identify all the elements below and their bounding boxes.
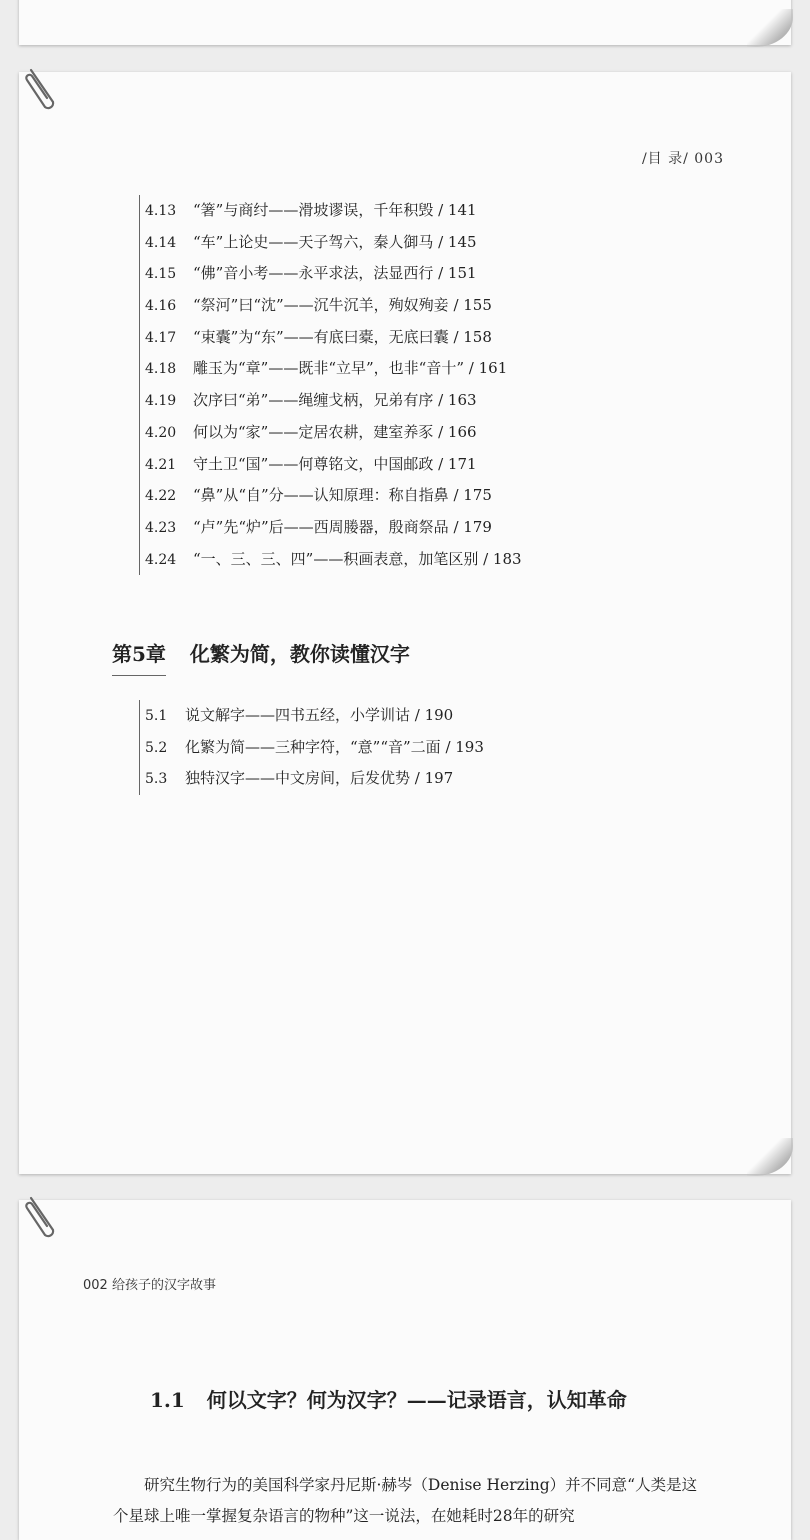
toc-page-card <box>19 72 791 1174</box>
toc-item[interactable] <box>139 322 522 354</box>
toc-item[interactable] <box>139 544 522 576</box>
toc-item-text: “箸”与商纣——滑坡谬误，千年积毁 / 141 <box>193 201 477 219</box>
toc-item-text: 雕玉为“章”——既非“立早”，也非“音十” / 161 <box>193 359 508 378</box>
text-page-card <box>19 1200 791 1540</box>
toc-item[interactable] <box>139 732 484 764</box>
toc-item-text: “鼻”从“自”分——认知原理：称自指鼻 / 175 <box>193 486 492 505</box>
toc-item-text: “祭河”曰“沈”——沉牛沉羊，殉奴殉妾 / 155 <box>193 296 492 315</box>
toc-item-text: 化繁为简——三种字符，“意”“音”二面 / 193 <box>185 737 484 756</box>
toc-item-number: 4.16 <box>145 298 177 315</box>
toc-item[interactable] <box>139 258 522 290</box>
toc-item-number: 4.21 <box>145 456 177 473</box>
toc-item-number: 4.15 <box>145 266 177 283</box>
page-curl-icon <box>747 1138 793 1176</box>
page-header: 002 给孩子的汉字故事 <box>83 1278 216 1293</box>
toc-item-number: 4.22 <box>145 488 177 505</box>
chapter-heading[interactable] <box>112 638 410 676</box>
section-heading <box>150 1384 627 1413</box>
toc-item[interactable] <box>139 480 522 512</box>
toc-list-chapter4 <box>139 195 522 575</box>
toc-item[interactable] <box>139 353 522 385</box>
toc-item-number: 4.13 <box>145 203 177 219</box>
toc-item-text: 何以为“家”——定居农耕，建室养豕 / 166 <box>193 422 477 441</box>
toc-list-chapter5 <box>139 700 484 795</box>
toc-item-number: 4.19 <box>145 393 177 410</box>
toc-item-text: 独特汉字——中文房间，后发优势 / 197 <box>185 769 454 788</box>
toc-item-number: 4.14 <box>145 234 177 251</box>
toc-item-text: “车”上论史——天子驾六，秦人御马 / 145 <box>193 232 477 251</box>
toc-item-text: 说文解字——四书五经，小学训诂 / 190 <box>185 706 454 724</box>
page-card-top <box>19 0 791 45</box>
chapter-label: 第5章 <box>112 638 166 676</box>
toc-item[interactable] <box>139 449 522 481</box>
toc-item-number: 5.3 <box>145 771 168 788</box>
toc-item[interactable] <box>139 290 522 322</box>
toc-item-number: 4.17 <box>145 329 177 346</box>
paperclip-icon <box>23 1192 59 1238</box>
body-paragraph: 研究生物行为的美国科学家丹尼斯·赫岑（Denise Herzing）并不同意“人类是这个星球上唯一掌握复杂语言的物种”这一说法，在她耗时28年的研究 <box>113 1475 698 1525</box>
toc-item[interactable] <box>139 195 522 227</box>
toc-item[interactable] <box>139 763 484 795</box>
toc-item-text: “卢”先“炉”后——西周媵器，殷商祭品 / 179 <box>193 517 492 536</box>
toc-item[interactable] <box>139 512 522 544</box>
toc-item-number: 5.2 <box>145 739 168 756</box>
section-title: 何以文字？何为汉字？——记录语言，认知革命 <box>206 1388 627 1412</box>
toc-item-text: “束囊”为“东”——有底曰橐，无底曰囊 / 158 <box>193 327 492 346</box>
toc-item[interactable] <box>139 385 522 417</box>
toc-item-number: 4.23 <box>145 519 177 536</box>
page-header: /目 录/ 003 <box>641 151 724 167</box>
paperclip-icon <box>23 64 59 110</box>
toc-item-text: 守土卫“国”——何尊铭文，中国邮政 / 171 <box>193 454 477 473</box>
toc-item-text: “一、三、三、四”——积画表意，加笔区别 / 183 <box>193 549 522 568</box>
page-curl-icon <box>747 9 793 47</box>
toc-item-number: 4.24 <box>145 551 177 568</box>
toc-item-number: 5.1 <box>145 708 168 724</box>
toc-item[interactable] <box>139 227 522 259</box>
toc-item-text: 次序曰“弟”——绳缠戈柄，兄弟有序 / 163 <box>193 391 477 410</box>
chapter-title: 化繁为简，教你读懂汉字 <box>189 642 410 666</box>
toc-item-number: 4.18 <box>145 361 177 378</box>
toc-item-text: “佛”音小考——永平求法，法显西行 / 151 <box>193 264 477 283</box>
toc-item[interactable] <box>139 700 484 732</box>
section-number: 1.1 <box>150 1388 185 1412</box>
toc-item-number: 4.20 <box>145 424 177 441</box>
toc-item[interactable] <box>139 417 522 449</box>
